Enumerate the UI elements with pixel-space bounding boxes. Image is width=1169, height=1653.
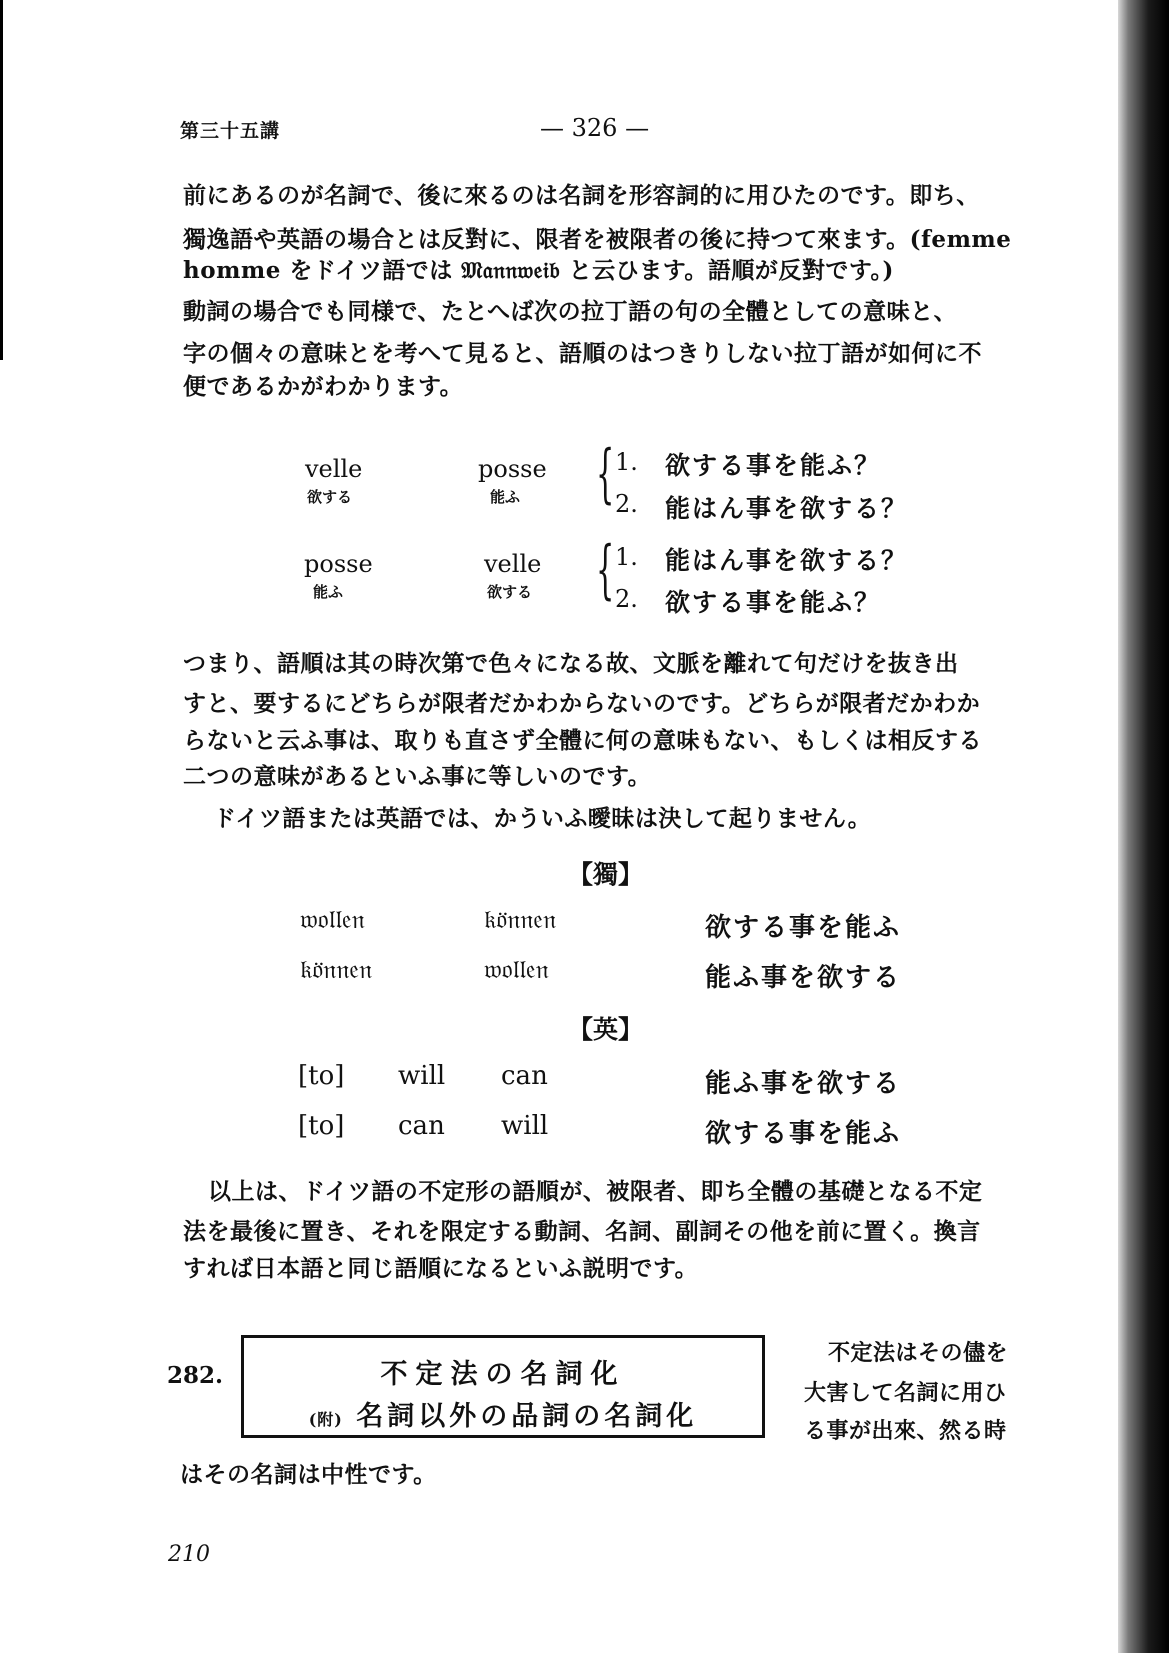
option-text: 能はん事を欲する？ — [665, 546, 909, 575]
section-title-box — [241, 1335, 765, 1438]
option-number: 2. — [615, 585, 638, 613]
paragraph5-line: 以上は、ドイツ語の不定形の語順が、被限者、即ち全體の基礎となる不定 — [208, 1178, 983, 1205]
latin-gloss: 欲する — [307, 488, 353, 506]
paragraph5-line: すれば日本語と同じ語順になるといふ説明です。 — [183, 1255, 699, 1282]
paragraph4: ドイツ語または英語では、かういふ曖昧は決して起りません。 — [213, 805, 872, 832]
latin-gloss: 能ふ — [313, 583, 344, 601]
english-meaning: 能ふ事を欲する — [705, 1069, 902, 1099]
german-word: 𝔴𝔬𝔩𝔩𝔢𝔫 — [484, 955, 549, 985]
english-word: can — [398, 1111, 445, 1141]
page-number: — 326 — — [540, 114, 650, 142]
option-text: 能はん事を欲する？ — [665, 494, 909, 523]
option-number: 2. — [615, 490, 638, 518]
paragraph2-line: 動詞の場合でも同様で、たとへば次の拉丁語の句の全體としての意味と、 — [183, 298, 958, 325]
section-subtitle-row — [244, 1394, 762, 1433]
english-word: will — [501, 1111, 549, 1141]
side-text-line: 大害して名詞に用ひ — [804, 1380, 1007, 1406]
option-text: 欲する事を能ふ？ — [665, 588, 882, 617]
paragraph3-line: 二つの意味があるといふ事に等しいのです。 — [183, 763, 652, 790]
english-word: can — [501, 1061, 548, 1091]
side-text-line: る事が出來、然る時 — [804, 1418, 1007, 1444]
latin-word: velle — [305, 455, 363, 483]
paragraph3-line: らないと云ふ事は、取りも直さず全體に何の意味もない、もしくは相反する — [183, 727, 982, 754]
german-word: 𝔨𝔬̈𝔫𝔫𝔢𝔫 — [300, 955, 373, 985]
paragraph1-line: 前にあるのが名詞で、後に來るのは名詞を形容詞的に用ひたのです。即ち、 — [183, 182, 980, 209]
latin-word: posse — [478, 455, 547, 483]
option-number: 1. — [615, 448, 638, 476]
english-word: [to] — [298, 1111, 345, 1141]
paragraph2-line: 便であるかがわかります。 — [183, 373, 464, 400]
paragraph5-line: 法を最後に置き、それを限定する動詞、名詞、副詞その他を前に置く。換言 — [183, 1218, 981, 1245]
english-word: [to] — [298, 1061, 345, 1091]
latin-word: posse — [304, 550, 373, 578]
book-spine-edge — [1118, 0, 1169, 1653]
scan-shadow — [0, 0, 3, 360]
option-number: 1. — [615, 543, 638, 571]
side-text-line: 不定法はその儘を — [828, 1340, 1009, 1366]
paragraph3-line: つまり、語順は其の時次第で色々になる故、文脈を離れて句だけを抜き出 — [183, 650, 959, 677]
german-meaning: 欲する事を能ふ — [705, 913, 902, 943]
english-meaning: 欲する事を能ふ — [705, 1119, 902, 1149]
latin-gloss: 能ふ — [490, 488, 521, 506]
english-heading: 【英】 — [568, 1015, 644, 1044]
section-number: 282. — [167, 1362, 224, 1389]
english-word: will — [398, 1061, 446, 1091]
paragraph1-line: 獨逸語や英語の場合とは反對に、限者を被限者の後に持つて來ます。(femme — [183, 226, 1012, 253]
subtitle-tag: (附) — [308, 1410, 343, 1429]
latin-word: velle — [484, 550, 542, 578]
running-head: 第三十五講 — [180, 120, 281, 142]
footer-page-number: 210 — [168, 1542, 210, 1567]
option-text: 欲する事を能ふ？ — [665, 451, 882, 480]
german-word: 𝔨𝔬̈𝔫𝔫𝔢𝔫 — [484, 905, 557, 935]
paragraph1-line: homme をドイツ語では 𝔐𝔞𝔫𝔫𝔴𝔢𝔦𝔟 と云ひます。語順が反對です。) — [183, 257, 894, 284]
section-title: 不定法の名詞化 — [380, 1359, 626, 1390]
german-heading: 【獨】 — [568, 860, 644, 889]
german-meaning: 能ふ事を欲する — [705, 963, 902, 993]
section-continuation: はその名詞は中性です。 — [180, 1461, 437, 1488]
latin-gloss: 欲する — [487, 583, 533, 601]
paragraph3-line: すと、要するにどちらが限者だかわからないのです。どちらが限者だかわか — [183, 690, 981, 717]
paragraph2-line: 字の個々の意味とを考へて見ると、語順のはつきりしない拉丁語が如何に不 — [183, 340, 982, 367]
section-subtitle: 名詞以外の品詞の名詞化 — [356, 1401, 698, 1432]
brace-icon: { — [596, 437, 615, 511]
brace-icon: { — [596, 533, 615, 607]
german-word: 𝔴𝔬𝔩𝔩𝔢𝔫 — [300, 905, 365, 935]
